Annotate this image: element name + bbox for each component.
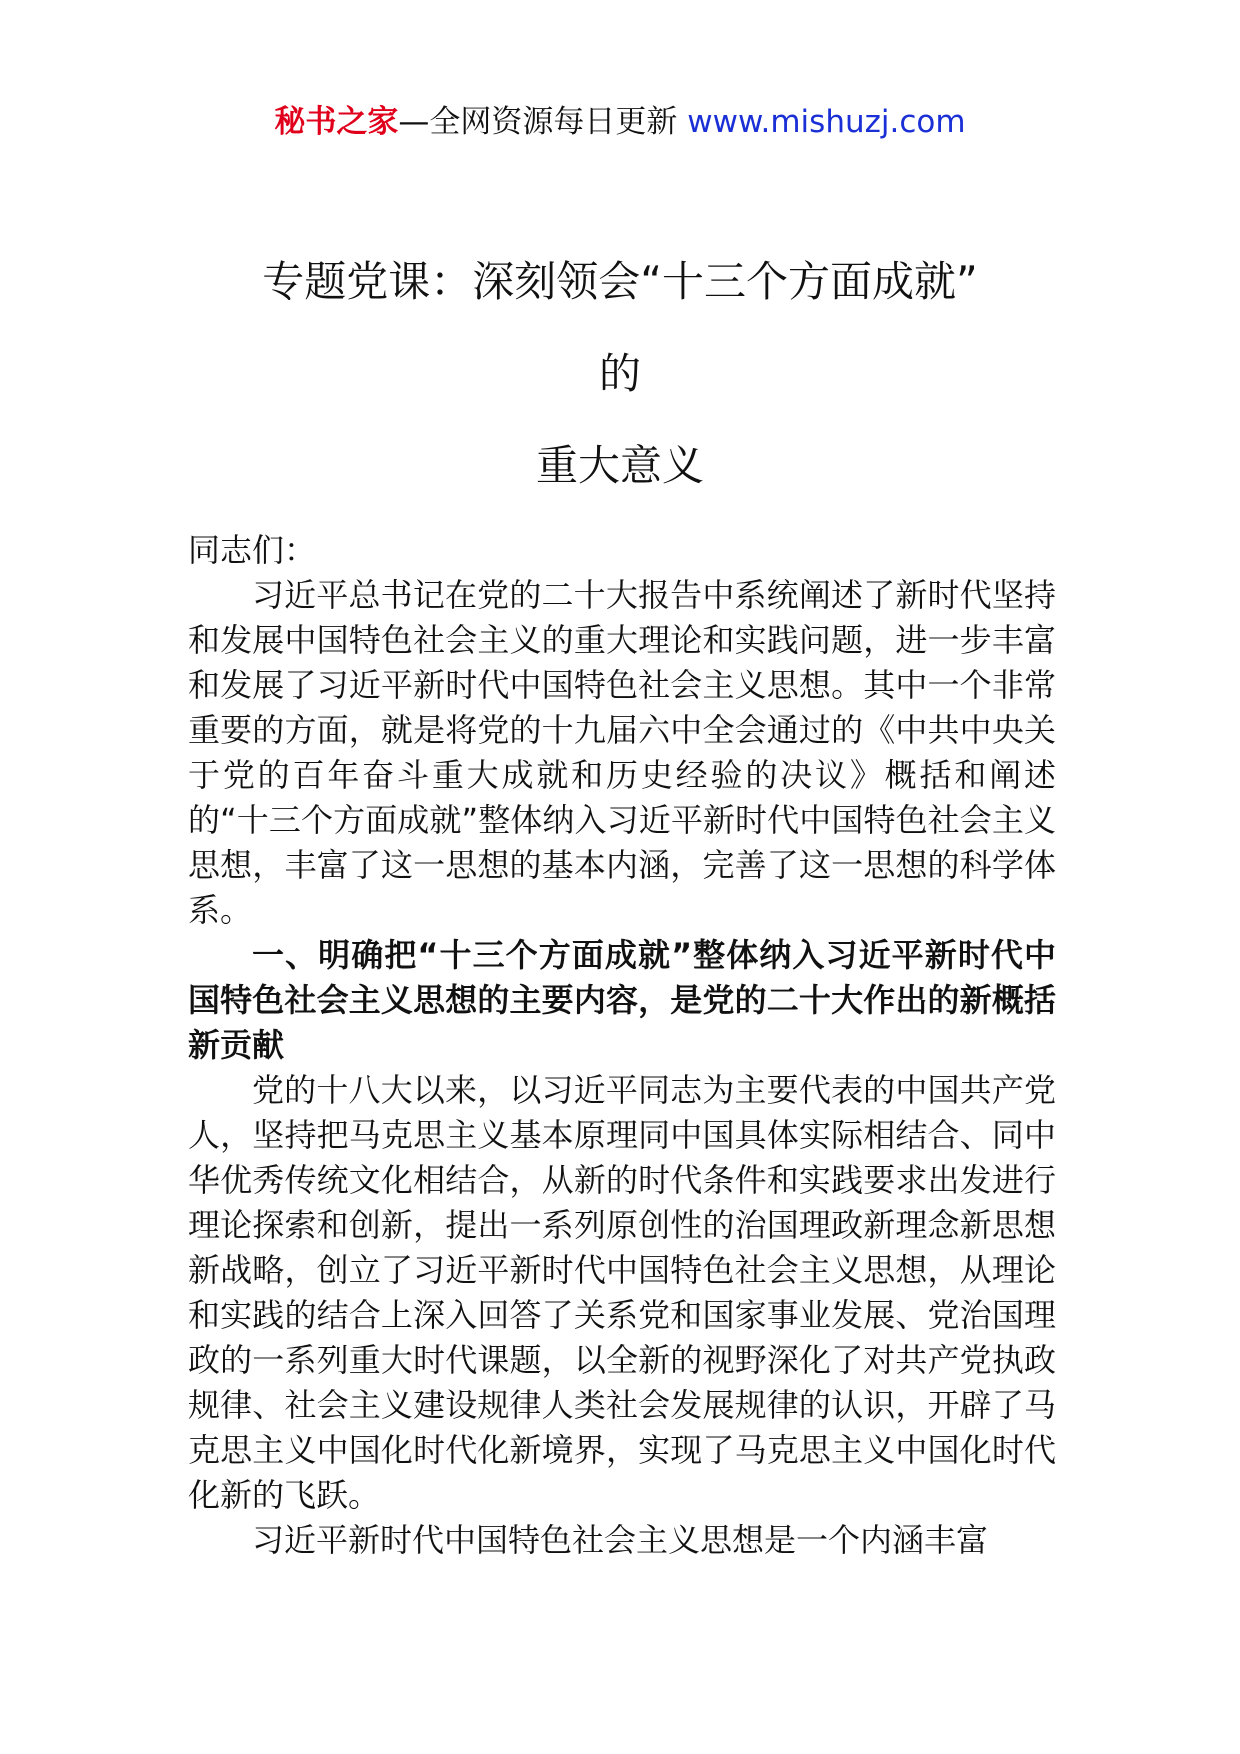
- title-line-3: 重大意义: [535, 441, 704, 490]
- paragraph-section-1: 党的十八大以来，以习近平同志为主要代表的中国共产党人，坚持把马克思主义基本原理同中国具体实际相结合、同中华优秀传统文化相结合，从新的时代条件和实践要求出发进行理论探索和创新，提出一系列原创性的治国理政新理念新思想新战略，创立了习近平新时代中国特色社会主义思想，从理论和实践的结合上深入回答了关系党和国家事业发展、党治国理政的一系列重大时代课题，以全新的视野深化了对共产党执政规律、社会主义建设规律人类社会发展规律的认识，开辟了马克思主义中国化时代化新境界，实现了马克思主义中国化时代化新的飞跃。: [188, 1071, 1056, 1514]
- section-heading-1: 一、明确把“十三个方面成就”整体纳入习近平新时代中国特色社会主义思想的主要内容，是党的二十大作出的新概括新贡献: [188, 936, 1056, 1064]
- document-title: [0, 236, 1240, 512]
- title-line-2: 的: [598, 349, 641, 398]
- title-line-1: 专题党课：深刻领会“十三个方面成就”: [262, 257, 978, 306]
- header-brand: 秘书之家: [274, 104, 399, 140]
- document-body: [188, 528, 1056, 1563]
- paragraph-intro: 习近平总书记在党的二十大报告中系统阐述了新时代坚持和发展中国特色社会主义的重大理论和实践问题，进一步丰富和发展了习近平新时代中国特色社会主义思想。其中一个非常重要的方面，就是将党的十九届六中全会通过的《中共中央关于党的百年奋斗重大成就和历史经验的决议》概括和阐述的“十三个方面成就”整体纳入习近平新时代中国特色社会主义思想，丰富了这一思想的基本内涵，完善了这一思想的科学体系。: [188, 576, 1056, 929]
- page-header: [0, 102, 1240, 142]
- paragraph-continued: 习近平新时代中国特色社会主义思想是一个内涵丰富: [252, 1521, 989, 1559]
- header-site-link[interactable]: www.mishuzj.com: [687, 104, 966, 140]
- salutation: 同志们：: [188, 531, 317, 569]
- header-slogan: —全网资源每日更新: [398, 104, 688, 140]
